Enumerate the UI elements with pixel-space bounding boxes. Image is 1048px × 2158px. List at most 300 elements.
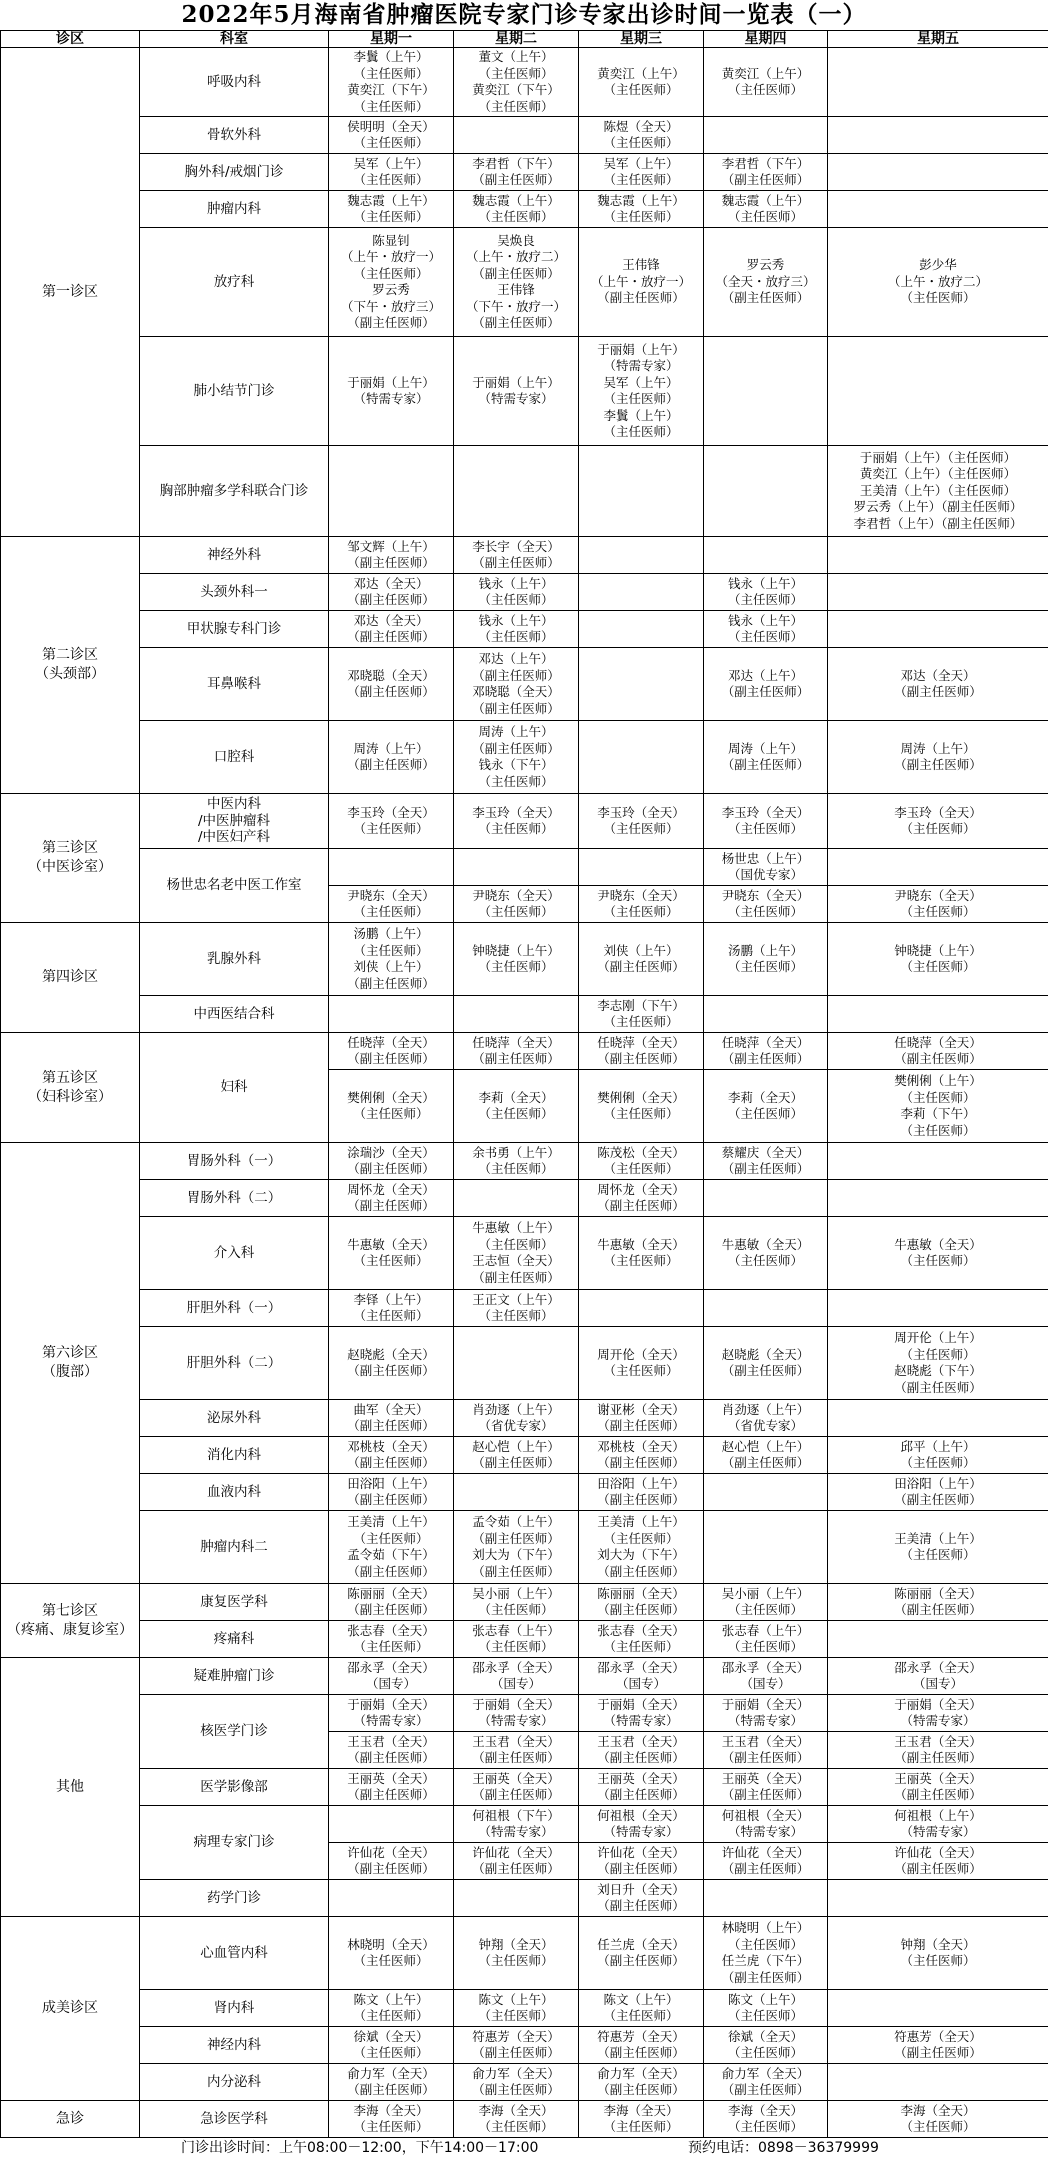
cell-line: 杨世忠名老中医工作室 bbox=[142, 877, 326, 894]
cell-line: 第六诊区 bbox=[3, 1344, 137, 1363]
page-title: 2022年5月海南省肿瘤医院专家门诊专家出诊时间一览表（一） bbox=[0, 0, 1048, 30]
cell-line: （主任医师） bbox=[706, 209, 825, 226]
cell-line: 吴军（上午） bbox=[581, 156, 701, 173]
doctor-cell-wednesday bbox=[579, 2064, 704, 2101]
doctor-cell-monday bbox=[329, 849, 454, 886]
cell-line: （主任医师） bbox=[706, 904, 825, 921]
cell-line: 孟令茹（上午） bbox=[456, 1514, 576, 1531]
cell-line: （副主任医师） bbox=[331, 1750, 451, 1767]
cell-line: 罗云秀 bbox=[331, 282, 451, 299]
booking-phone: 预约电话：0898－36379999 bbox=[688, 2138, 879, 2158]
zone-cell bbox=[1, 48, 140, 537]
cell-line: 疑难肿瘤门诊 bbox=[142, 1668, 326, 1685]
cell-line: （副主任医师） bbox=[706, 1455, 825, 1472]
department-cell bbox=[140, 337, 329, 446]
cell-line: （副主任医师） bbox=[581, 1602, 701, 1619]
cell-line: （主任医师） bbox=[581, 2008, 701, 2025]
cell-line: 乳腺外科 bbox=[142, 951, 326, 968]
cell-line: （副主任医师） bbox=[830, 1787, 1046, 1804]
doctor-cell-wednesday bbox=[579, 1990, 704, 2027]
cell-line: （副主任医师） bbox=[331, 1418, 451, 1435]
cell-line: 周怀龙（全天） bbox=[331, 1182, 451, 1199]
department-cell bbox=[140, 1143, 329, 1180]
cell-line: 钟翔（全天） bbox=[830, 1937, 1046, 1954]
cell-line: 神经内科 bbox=[142, 2037, 326, 2054]
cell-line: 符惠芳（全天） bbox=[581, 2029, 701, 2046]
doctor-cell-monday bbox=[329, 1437, 454, 1474]
doctor-cell-monday bbox=[329, 1474, 454, 1511]
doctor-cell-thursday bbox=[704, 228, 828, 337]
cell-line: （国专） bbox=[581, 1676, 701, 1693]
doctor-cell-wednesday bbox=[579, 849, 704, 886]
cell-line: 药学门诊 bbox=[142, 1890, 326, 1907]
department-cell bbox=[140, 537, 329, 574]
cell-line: （主任医师） bbox=[456, 2008, 576, 2025]
doctor-cell-monday bbox=[329, 611, 454, 648]
cell-line: （副主任医师） bbox=[830, 1051, 1046, 1068]
cell-line: 李莉（下午） bbox=[830, 1106, 1046, 1123]
department-cell bbox=[140, 2101, 329, 2138]
doctor-cell-friday bbox=[828, 1658, 1048, 1695]
cell-line: 肝胆外科（一） bbox=[142, 1300, 326, 1317]
cell-line: 田浴阳（上午） bbox=[581, 1476, 701, 1493]
cell-line: 李莉（全天） bbox=[456, 1090, 576, 1107]
schedule-row bbox=[1, 1327, 1048, 1400]
doctor-cell-wednesday bbox=[579, 1180, 704, 1217]
cell-line: （主任医师） bbox=[830, 1547, 1046, 1564]
cell-line: 呼吸内科 bbox=[142, 74, 326, 91]
cell-line: 汤鹏（上午） bbox=[706, 943, 825, 960]
cell-line: 邓达（全天） bbox=[331, 576, 451, 593]
cell-line: 赵晓彪（全天） bbox=[706, 1347, 825, 1364]
schedule-row bbox=[1, 648, 1048, 721]
cell-line: 周怀龙（全天） bbox=[581, 1182, 701, 1199]
cell-line: 余书勇（上午） bbox=[456, 1145, 576, 1162]
department-cell bbox=[140, 1327, 329, 1400]
cell-line: 侯明明（全天） bbox=[331, 119, 451, 136]
cell-line: （副主任医师） bbox=[331, 1051, 451, 1068]
doctor-cell-friday bbox=[828, 2027, 1048, 2064]
cell-line: （副主任医师） bbox=[331, 1363, 451, 1380]
doctor-cell-tuesday bbox=[454, 648, 579, 721]
cell-line: （副主任医师） bbox=[581, 1861, 701, 1878]
header-monday: 星期一 bbox=[329, 31, 454, 48]
cell-line: （主任医师） bbox=[581, 904, 701, 921]
doctor-cell-friday bbox=[828, 849, 1048, 886]
doctor-cell-wednesday bbox=[579, 117, 704, 154]
cell-line: （副主任医师） bbox=[456, 555, 576, 572]
doctor-cell-monday bbox=[329, 2027, 454, 2064]
cell-line: 吴军（上午） bbox=[331, 156, 451, 173]
cell-line: 肺小结节门诊 bbox=[142, 383, 326, 400]
cell-line: （主任医师） bbox=[331, 172, 451, 189]
department-cell bbox=[140, 2027, 329, 2064]
cell-line: （主任医师） bbox=[456, 629, 576, 646]
doctor-cell-tuesday bbox=[454, 1290, 579, 1327]
doctor-cell-thursday bbox=[704, 1917, 828, 1990]
doctor-cell-tuesday bbox=[454, 923, 579, 996]
cell-line: 陈文（上午） bbox=[706, 1992, 825, 2009]
cell-line: （上午・放疗二） bbox=[456, 249, 576, 266]
cell-line: 樊俐俐（上午） bbox=[830, 1073, 1046, 1090]
cell-line: （省优专家） bbox=[456, 1418, 576, 1435]
doctor-cell-monday bbox=[329, 1290, 454, 1327]
doctor-cell-monday bbox=[329, 1180, 454, 1217]
cell-line: 邓达（上午） bbox=[456, 651, 576, 668]
cell-line: 许仙花（全天） bbox=[581, 1845, 701, 1862]
cell-line: （副主任医师） bbox=[331, 1787, 451, 1804]
cell-line: （副主任医师） bbox=[331, 1564, 451, 1581]
cell-line: 耳鼻喉科 bbox=[142, 676, 326, 693]
cell-line: 钱永（上午） bbox=[706, 613, 825, 630]
cell-line: （主任医师） bbox=[706, 2008, 825, 2025]
cell-line: （副主任医师） bbox=[331, 592, 451, 609]
doctor-cell-monday bbox=[329, 2101, 454, 2138]
cell-line: 何祖根（全天） bbox=[706, 1808, 825, 1825]
cell-line: 王伟锋 bbox=[456, 282, 576, 299]
cell-line: （特需专家） bbox=[456, 1713, 576, 1730]
cell-line: （副主任医师） bbox=[456, 1455, 576, 1472]
cell-line: 李志刚（下午） bbox=[581, 998, 701, 1015]
department-cell bbox=[140, 648, 329, 721]
doctor-cell-thursday bbox=[704, 2101, 828, 2138]
cell-line: 病理专家门诊 bbox=[142, 1834, 326, 1851]
cell-line: 胃肠外科（二） bbox=[142, 1190, 326, 1207]
doctor-cell-wednesday bbox=[579, 1437, 704, 1474]
cell-line: 任晓萍（全天） bbox=[706, 1035, 825, 1052]
cell-line: （国优专家） bbox=[706, 867, 825, 884]
cell-line: 王伟锋 bbox=[581, 257, 701, 274]
cell-line: （主任医师） bbox=[830, 904, 1046, 921]
cell-line: 俞力军（全天） bbox=[456, 2066, 576, 2083]
doctor-cell-tuesday bbox=[454, 1180, 579, 1217]
doctor-cell-friday bbox=[828, 721, 1048, 794]
cell-line: （主任医师） bbox=[331, 1308, 451, 1325]
doctor-cell-tuesday bbox=[454, 228, 579, 337]
cell-line: （主任医师） bbox=[830, 821, 1046, 838]
doctor-cell-monday bbox=[329, 1143, 454, 1180]
doctor-cell-wednesday bbox=[579, 1769, 704, 1806]
cell-line: 中医内科 bbox=[142, 796, 326, 813]
schedule-row bbox=[1, 574, 1048, 611]
cell-line: （主任医师） bbox=[331, 904, 451, 921]
doctor-cell-wednesday bbox=[579, 154, 704, 191]
doctor-cell-friday bbox=[828, 117, 1048, 154]
cell-line: 王志恒（全天） bbox=[456, 1253, 576, 1270]
cell-line: （主任医师） bbox=[706, 629, 825, 646]
doctor-cell-monday bbox=[329, 1327, 454, 1400]
cell-line: （特需专家） bbox=[456, 1824, 576, 1841]
cell-line: 钱永（上午） bbox=[456, 576, 576, 593]
cell-line: 罗云秀（上午）（副主任医师） bbox=[830, 499, 1046, 516]
doctor-cell-friday bbox=[828, 1511, 1048, 1584]
cell-line: （副主任医师） bbox=[706, 1861, 825, 1878]
doctor-cell-monday bbox=[329, 794, 454, 849]
header-row bbox=[1, 31, 1048, 48]
doctor-cell-wednesday bbox=[579, 886, 704, 923]
cell-line: （副主任医师） bbox=[706, 1750, 825, 1767]
cell-line: 罗云秀 bbox=[706, 257, 825, 274]
doctor-cell-wednesday bbox=[579, 1621, 704, 1658]
doctor-cell-wednesday bbox=[579, 337, 704, 446]
cell-line: 徐斌（全天） bbox=[331, 2029, 451, 2046]
cell-line: 急诊医学科 bbox=[142, 2111, 326, 2128]
department-cell bbox=[140, 446, 329, 537]
doctor-cell-friday bbox=[828, 648, 1048, 721]
doctor-cell-thursday bbox=[704, 1290, 828, 1327]
cell-line: （副主任医师） bbox=[830, 684, 1046, 701]
cell-line: （主任医师） bbox=[706, 2119, 825, 2136]
doctor-cell-tuesday bbox=[454, 1217, 579, 1290]
department-cell bbox=[140, 2064, 329, 2101]
doctor-cell-wednesday bbox=[579, 1217, 704, 1290]
cell-line: 邵永孚（全天） bbox=[830, 1660, 1046, 1677]
cell-line: （主任医师） bbox=[456, 904, 576, 921]
header-tuesday: 星期二 bbox=[454, 31, 579, 48]
cell-line: （副主任医师） bbox=[706, 290, 825, 307]
cell-line: 任兰虎（全天） bbox=[581, 1937, 701, 1954]
schedule-row bbox=[1, 1437, 1048, 1474]
cell-line: 尹晓东（全天） bbox=[331, 888, 451, 905]
cell-line: （副主任医师） bbox=[581, 1418, 701, 1435]
doctor-cell-thursday bbox=[704, 886, 828, 923]
cell-line: （副主任医师） bbox=[456, 1051, 576, 1068]
cell-line: 邵永孚（全天） bbox=[456, 1660, 576, 1677]
cell-line: （副主任医师） bbox=[456, 1861, 576, 1878]
doctor-cell-wednesday bbox=[579, 1843, 704, 1880]
cell-line: （主任医师） bbox=[830, 290, 1046, 307]
cell-line: （国专） bbox=[456, 1676, 576, 1693]
cell-line: 成美诊区 bbox=[3, 1999, 137, 2018]
doctor-cell-friday bbox=[828, 537, 1048, 574]
cell-line: 王美清（上午）（主任医师） bbox=[830, 483, 1046, 500]
zone-cell bbox=[1, 537, 140, 794]
cell-line: 李长宇（全天） bbox=[456, 539, 576, 556]
doctor-cell-monday bbox=[329, 191, 454, 228]
schedule-row bbox=[1, 446, 1048, 537]
doctor-cell-thursday bbox=[704, 1584, 828, 1621]
cell-line: 黄奕江（下午） bbox=[456, 82, 576, 99]
cell-line: 田浴阳（上午） bbox=[331, 1476, 451, 1493]
doctor-cell-friday bbox=[828, 1180, 1048, 1217]
cell-line: 张志春（上午） bbox=[456, 1623, 576, 1640]
doctor-cell-friday bbox=[828, 1621, 1048, 1658]
doctor-cell-thursday bbox=[704, 537, 828, 574]
doctor-cell-tuesday bbox=[454, 1917, 579, 1990]
cell-line: （主任医师） bbox=[830, 1455, 1046, 1472]
doctor-cell-wednesday bbox=[579, 1033, 704, 1070]
cell-line: （副主任医师） bbox=[331, 629, 451, 646]
doctor-cell-thursday bbox=[704, 1806, 828, 1843]
doctor-cell-monday bbox=[329, 48, 454, 117]
cell-line: 牛惠敏（全天） bbox=[331, 1237, 451, 1254]
department-cell bbox=[140, 1217, 329, 1290]
cell-line: 第一诊区 bbox=[3, 283, 137, 302]
cell-line: 心血管内科 bbox=[142, 1945, 326, 1962]
cell-line: 彭少华 bbox=[830, 257, 1046, 274]
doctor-cell-wednesday bbox=[579, 721, 704, 794]
cell-line: 任晓萍（全天） bbox=[331, 1035, 451, 1052]
doctor-cell-tuesday bbox=[454, 1033, 579, 1070]
doctor-cell-thursday bbox=[704, 1180, 828, 1217]
header-zone: 诊区 bbox=[1, 31, 140, 48]
department-cell bbox=[140, 48, 329, 117]
schedule-row bbox=[1, 849, 1048, 886]
cell-line: 神经外科 bbox=[142, 547, 326, 564]
doctor-cell-monday bbox=[329, 228, 454, 337]
doctor-cell-friday bbox=[828, 1880, 1048, 1917]
cell-line: （主任医师） bbox=[331, 1531, 451, 1548]
cell-line: /中医妇产科 bbox=[142, 829, 326, 846]
doctor-cell-friday bbox=[828, 1400, 1048, 1437]
doctor-cell-thursday bbox=[704, 2064, 828, 2101]
cell-line: （副主任医师） bbox=[456, 2045, 576, 2062]
schedule-body bbox=[1, 48, 1048, 2138]
doctor-cell-friday bbox=[828, 2101, 1048, 2138]
cell-line: 血液内科 bbox=[142, 1484, 326, 1501]
cell-line: （特需专家） bbox=[456, 391, 576, 408]
cell-line: （主任医师） bbox=[331, 1953, 451, 1970]
doctor-cell-thursday bbox=[704, 849, 828, 886]
cell-line: （副主任医师） bbox=[581, 1051, 701, 1068]
cell-line: 陈丽丽（全天） bbox=[331, 1586, 451, 1603]
doctor-cell-friday bbox=[828, 1327, 1048, 1400]
doctor-cell-wednesday bbox=[579, 537, 704, 574]
cell-line: （主任医师） bbox=[830, 2119, 1046, 2136]
cell-line: （副主任医师） bbox=[830, 1750, 1046, 1767]
cell-line: 李铎（上午） bbox=[331, 1292, 451, 1309]
doctor-cell-wednesday bbox=[579, 1806, 704, 1843]
cell-line: （主任医师） bbox=[456, 1106, 576, 1123]
cell-line: （上午・放疗一） bbox=[331, 249, 451, 266]
department-cell bbox=[140, 849, 329, 923]
header-friday: 星期五 bbox=[828, 31, 1048, 48]
doctor-cell-monday bbox=[329, 996, 454, 1033]
doctor-cell-thursday bbox=[704, 117, 828, 154]
cell-line: 骨软外科 bbox=[142, 127, 326, 144]
doctor-cell-thursday bbox=[704, 1769, 828, 1806]
schedule-row bbox=[1, 794, 1048, 849]
cell-line: （主任医师） bbox=[331, 99, 451, 116]
cell-line: 魏志霞（上午） bbox=[706, 193, 825, 210]
schedule-row bbox=[1, 1511, 1048, 1584]
cell-line: （主任医师） bbox=[456, 1237, 576, 1254]
doctor-cell-tuesday bbox=[454, 1806, 579, 1843]
schedule-row bbox=[1, 2027, 1048, 2064]
cell-line: （主任医师） bbox=[456, 1953, 576, 1970]
doctor-cell-friday bbox=[828, 1143, 1048, 1180]
cell-line: 邓达（上午） bbox=[706, 668, 825, 685]
cell-line: （副主任医师） bbox=[456, 1270, 576, 1287]
cell-line: （副主任医师） bbox=[456, 668, 576, 685]
cell-line: 王玉君（全天） bbox=[456, 1734, 576, 1751]
cell-line: （副主任医师） bbox=[456, 2082, 576, 2099]
cell-line: （主任医师） bbox=[456, 592, 576, 609]
cell-line: 魏志霞（上午） bbox=[331, 193, 451, 210]
cell-line: 肖劲逐（上午） bbox=[706, 1402, 825, 1419]
cell-line: （主任医师） bbox=[706, 2045, 825, 2062]
cell-line: （副主任医师） bbox=[581, 1953, 701, 1970]
cell-line: 第二诊区 bbox=[3, 646, 137, 665]
cell-line: 甲状腺专科门诊 bbox=[142, 621, 326, 638]
cell-line: 李君哲（下午） bbox=[456, 156, 576, 173]
cell-line: 刘大为（下午） bbox=[581, 1547, 701, 1564]
doctor-cell-tuesday bbox=[454, 794, 579, 849]
doctor-cell-friday bbox=[828, 794, 1048, 849]
doctor-cell-wednesday bbox=[579, 996, 704, 1033]
schedule-row bbox=[1, 1584, 1048, 1621]
doctor-cell-tuesday bbox=[454, 537, 579, 574]
zone-cell bbox=[1, 794, 140, 923]
cell-line: （省优专家） bbox=[706, 1418, 825, 1435]
doctor-cell-friday bbox=[828, 1990, 1048, 2027]
doctor-cell-thursday bbox=[704, 996, 828, 1033]
cell-line: 牛惠敏（全天） bbox=[581, 1237, 701, 1254]
department-cell bbox=[140, 1880, 329, 1917]
cell-line: （主任医师） bbox=[830, 1123, 1046, 1140]
doctor-cell-wednesday bbox=[579, 1732, 704, 1769]
doctor-cell-wednesday bbox=[579, 1917, 704, 1990]
schedule-row bbox=[1, 2064, 1048, 2101]
doctor-cell-monday bbox=[329, 117, 454, 154]
department-cell bbox=[140, 1437, 329, 1474]
cell-line: 钱永（上午） bbox=[456, 613, 576, 630]
cell-line: （上午・放疗一） bbox=[581, 274, 701, 291]
cell-line: （副主任医师） bbox=[706, 1051, 825, 1068]
doctor-cell-thursday bbox=[704, 1990, 828, 2027]
cell-line: 肖劲逐（上午） bbox=[456, 1402, 576, 1419]
doctor-cell-monday bbox=[329, 648, 454, 721]
cell-line: 杨世忠（上午） bbox=[706, 851, 825, 868]
cell-line: 王正文（上午） bbox=[456, 1292, 576, 1309]
doctor-cell-thursday bbox=[704, 48, 828, 117]
doctor-cell-wednesday bbox=[579, 648, 704, 721]
cell-line: （主任医师） bbox=[456, 2119, 576, 2136]
cell-line: 符惠芳（全天） bbox=[456, 2029, 576, 2046]
cell-line: （特需专家） bbox=[706, 1824, 825, 1841]
cell-line: （副主任医师） bbox=[456, 701, 576, 718]
doctor-cell-friday bbox=[828, 446, 1048, 537]
cell-line: （主任医师） bbox=[581, 821, 701, 838]
doctor-cell-tuesday bbox=[454, 1621, 579, 1658]
doctor-cell-tuesday bbox=[454, 1511, 579, 1584]
cell-line: （副主任医师） bbox=[331, 1161, 451, 1178]
cell-line: （主任医师） bbox=[581, 424, 701, 441]
doctor-cell-friday bbox=[828, 886, 1048, 923]
cell-line: （主任医师） bbox=[581, 1014, 701, 1031]
cell-line: 陈丽丽（全天） bbox=[581, 1586, 701, 1603]
doctor-cell-wednesday bbox=[579, 1658, 704, 1695]
cell-line: 李玉玲（全天） bbox=[331, 805, 451, 822]
doctor-cell-wednesday bbox=[579, 228, 704, 337]
cell-line: （副主任医师） bbox=[581, 959, 701, 976]
cell-line: （国专） bbox=[706, 1676, 825, 1693]
doctor-cell-tuesday bbox=[454, 886, 579, 923]
department-cell bbox=[140, 574, 329, 611]
cell-line: 魏志霞（上午） bbox=[456, 193, 576, 210]
cell-line: 张志春（全天） bbox=[331, 1623, 451, 1640]
cell-line: 头颈外科一 bbox=[142, 584, 326, 601]
cell-line: （副主任医师） bbox=[706, 2082, 825, 2099]
cell-line: 胃肠外科（一） bbox=[142, 1153, 326, 1170]
doctor-cell-tuesday bbox=[454, 2064, 579, 2101]
department-cell bbox=[140, 1474, 329, 1511]
cell-line: 周开伦（上午） bbox=[830, 1330, 1046, 1347]
cell-line: （国专） bbox=[331, 1676, 451, 1693]
doctor-cell-thursday bbox=[704, 446, 828, 537]
cell-line: 陈文（上午） bbox=[456, 1992, 576, 2009]
department-cell bbox=[140, 1511, 329, 1584]
